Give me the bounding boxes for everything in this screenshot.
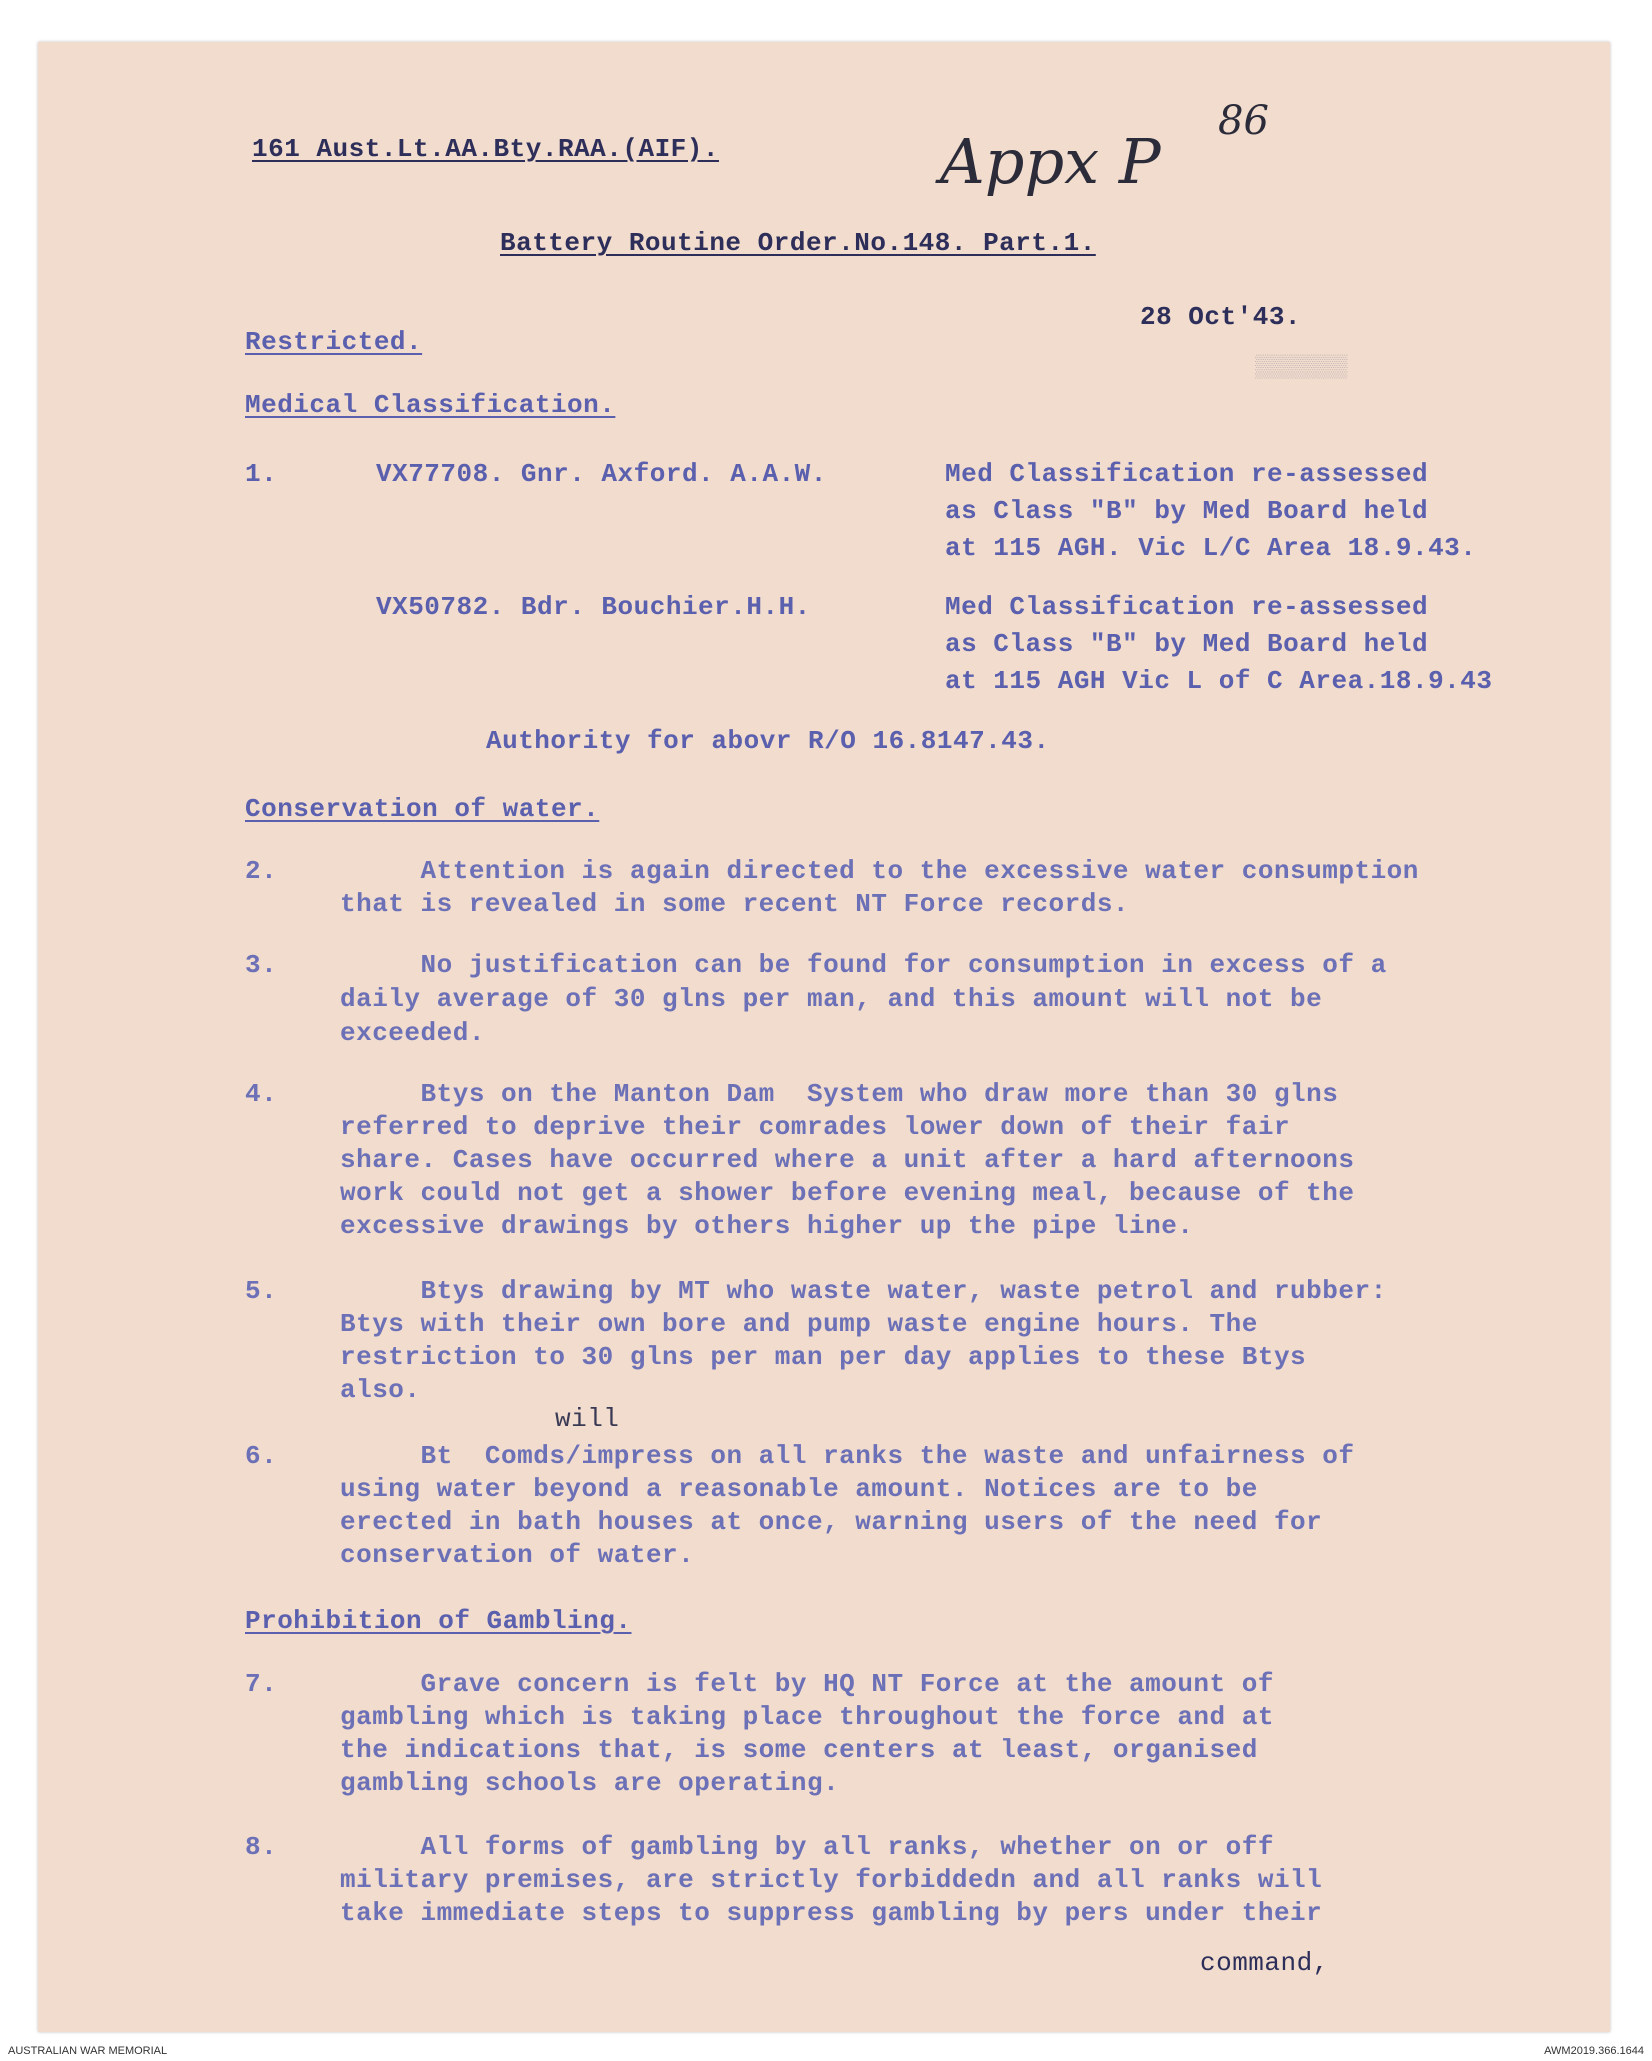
section-heading-medical: Medical Classification. bbox=[245, 390, 616, 420]
medical-entry-line: as Class "B" by Med Board held bbox=[945, 629, 1429, 659]
medical-entry-line: as Class "B" by Med Board held bbox=[945, 496, 1429, 526]
paragraph-number: 6. bbox=[245, 1441, 278, 1471]
medical-entry-line: Med Classification re-assessed bbox=[945, 592, 1429, 622]
medical-entry-line: Med Classification re-assessed bbox=[945, 459, 1429, 489]
paragraph-line: that is revealed in some recent NT Force records. bbox=[340, 889, 1130, 919]
continuation-word: command, bbox=[1200, 1948, 1329, 1978]
medical-entry-line: at 115 AGH. Vic L/C Area 18.9.43. bbox=[945, 533, 1477, 563]
order-date: 28 Oct'43. bbox=[1140, 302, 1302, 332]
paragraph-line: referred to deprive their comrades lower down of their fair bbox=[340, 1112, 1291, 1142]
paragraph-line: Btys on the Manton Dam System who draw more than 30 glns bbox=[340, 1079, 1339, 1109]
item-number-1: 1. bbox=[245, 459, 278, 489]
paragraph-line: conservation of water. bbox=[340, 1540, 695, 1570]
paragraph-line: Bt Comds/impress on all ranks the waste and unfairness of bbox=[340, 1441, 1355, 1471]
paragraph-line: daily average of 30 glns per man, and this amount will not be bbox=[340, 984, 1323, 1014]
faint-stamp-mark: ▒▒▒▒▒▒▒ bbox=[1255, 355, 1348, 380]
paragraph-line: restriction to 30 glns per man per day applies to these Btys bbox=[340, 1342, 1307, 1372]
paragraph-number: 8. bbox=[245, 1832, 278, 1862]
medical-entry-line: at 115 AGH Vic L of C Area.18.9.43 bbox=[945, 666, 1493, 696]
paragraph-line: gambling schools are operating. bbox=[340, 1768, 840, 1798]
paragraph-line: work could not get a shower before evening meal, because of the bbox=[340, 1178, 1355, 1208]
classification-label: Restricted. bbox=[245, 327, 423, 357]
paragraph-line: using water beyond a reasonable amount. Notices are to be bbox=[340, 1474, 1258, 1504]
order-title: Battery Routine Order.No.148. Part.1. bbox=[500, 228, 1096, 258]
section-heading-gambling: Prohibition of Gambling. bbox=[245, 1606, 632, 1636]
paragraph-line: excessive drawings by others higher up the pipe line. bbox=[340, 1211, 1194, 1241]
paragraph-number: 2. bbox=[245, 856, 278, 886]
handwritten-appendix-note: Appx P bbox=[940, 125, 1161, 198]
handwritten-page-number: 86 bbox=[1218, 98, 1269, 144]
paragraph-line: take immediate steps to suppress gambling by pers under their bbox=[340, 1898, 1323, 1928]
paragraph-line: exceeded. bbox=[340, 1018, 485, 1048]
paragraph-line: erected in bath houses at once, warning users of the need for bbox=[340, 1507, 1323, 1537]
paragraph-line: Btys drawing by MT who waste water, waste petrol and rubber: bbox=[340, 1276, 1387, 1306]
paragraph-line: gambling which is taking place throughout the force and at bbox=[340, 1702, 1274, 1732]
section-heading-water: Conservation of water. bbox=[245, 794, 600, 824]
paragraph-number: 5. bbox=[245, 1276, 278, 1306]
paragraph-number: 7. bbox=[245, 1669, 278, 1699]
paragraph-line: All forms of gambling by all ranks, whether on or off bbox=[340, 1832, 1274, 1862]
footer-accession-number: AWM2019.366.1644 bbox=[1544, 2045, 1644, 2057]
medical-entry-person: VX50782. Bdr. Bouchier.H.H. bbox=[376, 592, 811, 622]
paragraph-line: Attention is again directed to the excessive water consumption bbox=[340, 856, 1419, 886]
paragraph-line: Btys with their own bore and pump waste engine hours. The bbox=[340, 1309, 1258, 1339]
paragraph-line: No justification can be found for consumption in excess of a bbox=[340, 950, 1387, 980]
medical-entry-person: VX77708. Gnr. Axford. A.A.W. bbox=[376, 459, 827, 489]
paragraph-number: 3. bbox=[245, 950, 278, 980]
paragraph-line: Grave concern is felt by HQ NT Force at the amount of bbox=[340, 1669, 1274, 1699]
paragraph-number: 4. bbox=[245, 1079, 278, 1109]
paragraph-line: military premises, are strictly forbiddedn and all ranks will bbox=[340, 1865, 1323, 1895]
typed-insertion-will: will bbox=[555, 1404, 620, 1434]
footer-archive-name: AUSTRALIAN WAR MEMORIAL bbox=[8, 2045, 168, 2057]
authority-line: Authority for abovr R/O 16.8147.43. bbox=[486, 726, 1050, 756]
paragraph-line: share. Cases have occurred where a unit after a hard afternoons bbox=[340, 1145, 1355, 1175]
paragraph-line: the indications that, is some centers at least, organised bbox=[340, 1735, 1258, 1765]
unit-heading: 161 Aust.Lt.AA.Bty.RAA.(AIF). bbox=[252, 134, 719, 164]
paragraph-line: also. bbox=[340, 1375, 421, 1405]
